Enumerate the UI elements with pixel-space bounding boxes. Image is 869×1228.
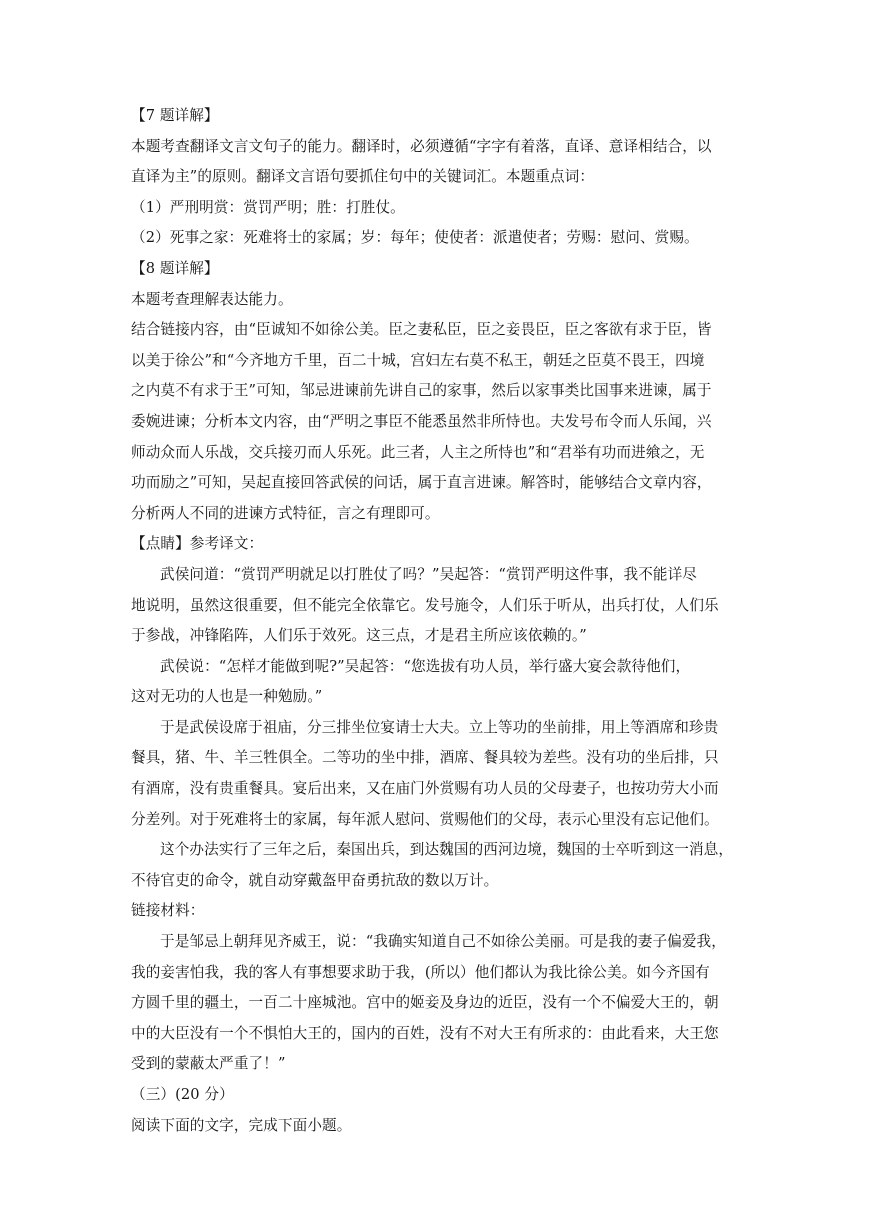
document-page — [131, 101, 741, 1141]
text-line: （2）死事之家：死难将士的家属；岁：每年；使使者：派遣使者；劳赐：慰问、赏赐。 — [131, 229, 699, 247]
text-line: 本题考查翻译文言文句子的能力。翻译时，必须遵循“字字有着落，直译、意译相结合，以 — [131, 137, 712, 155]
text-line: 阅读下面的文字，完成下面小题。 — [131, 1116, 352, 1134]
text-line: 有酒席，没有贵重餐具。宴后出来，又在庙门外赏赐有功人员的父母妻子，也按功劳大小而 — [131, 780, 719, 798]
text-line: 这个办法实行了三年之后，秦国出兵，到达魏国的西河边境，魏国的士卒听到这一消息， — [160, 841, 734, 859]
text-line: 委婉进谏；分析本文内容，由“严明之事臣不能悉虽然非所恃也。夫发号布令而人乐闻，兴 — [131, 412, 712, 430]
text-line: 结合链接内容，由“臣诚知不如徐公美。臣之妻私臣，臣之妾畏臣，臣之客欲有求于臣，皆 — [131, 321, 712, 339]
text-line: （1）严刑明赏：赏罚严明；胜：打胜仗。 — [131, 198, 405, 216]
text-line: 于是邹忌上朝拜见齐威王，说：“我确实知道自己不如徐公美丽。可是我的妻子偏爱我， — [160, 933, 726, 951]
text-line: 于是武侯设席于祖庙，分三排坐位宴请士大夫。立上等功的坐前排，用上等酒席和珍贵 — [160, 718, 719, 736]
text-line: 我的妾害怕我，我的客人有事想要求助于我，(所以）他们都认为我比徐公美。如今齐国有 — [131, 963, 710, 981]
text-line: 之内莫不有求于王”可知，邹忌进谏前先讲自己的家事，然后以家事类比国事来进谏，属于 — [131, 382, 712, 400]
text-line: 功而励之”可知，吴起直接回答武侯的问话，属于直言进谏。解答时，能够结合文章内容， — [131, 474, 712, 492]
text-line: 餐具，猪、牛、羊三牲俱全。二等功的坐中排，酒席、餐具较为差些。没有功的坐后排，只 — [131, 749, 719, 767]
text-line: 中的大臣没有一个不惧怕大王的，国内的百姓，没有不对大王有所求的：由此看来，大王您 — [131, 1024, 719, 1042]
text-line: 方圆千里的疆土，一百二十座城池。宫中的姬妾及身边的近臣，没有一个不偏爱大王的，朝 — [131, 994, 719, 1012]
text-line: 受到的蒙蔽太严重了！” — [131, 1055, 286, 1073]
text-line: 武侯说：“怎样才能做到呢?”吴起答：“您选拔有功人员，举行盛大宴会款待他们， — [160, 657, 691, 675]
text-line: 师动众而人乐战，交兵接刃而人乐死。此三者，人主之所恃也”和“君举有功而进飨之，无 — [131, 443, 705, 461]
text-line: 【8 题详解】 — [131, 259, 219, 277]
text-line: 链接材料： — [131, 902, 205, 920]
text-line: 这对无功的人也是一种勉励。” — [131, 688, 323, 706]
text-line: 分析两人不同的进谏方式特征，言之有理即可。 — [131, 504, 440, 522]
text-line: 本题考查理解表达能力。 — [131, 290, 293, 308]
text-line: 【点睛】参考译文： — [131, 535, 264, 553]
text-line: 地说明，虽然这很重要，但不能完全依靠它。发号施令，人们乐于听从，出兵打仗，人们乐 — [131, 596, 719, 614]
text-line: 武侯问道：“赏罚严明就足以打胜仗了吗？”吴起答：“赏罚严明这件事，我不能详尽 — [160, 565, 697, 583]
text-line: 【7 题详解】 — [131, 107, 219, 124]
text-line: 不待官吏的命令，就自动穿戴盔甲奋勇抗敌的数以万计。 — [131, 871, 499, 889]
text-line: 以美于徐公”和“今齐地方千里，百二十城，宫妇左右莫不私王，朝廷之臣莫不畏王，四境 — [131, 351, 705, 369]
text-line: 分差列。对于死难将士的家属，每年派人慰问、赏赐他们的父母，表示心里没有忘记他们。 — [131, 810, 719, 828]
text-line: 于参战，冲锋陷阵，人们乐于效死。这三点，才是君主所应该依赖的。” — [131, 627, 587, 645]
text-line: 直译为主”的原则。翻译文言语句要抓住句中的关键词汇。本题重点词： — [131, 168, 595, 186]
text-line: （三）(20 分） — [131, 1086, 234, 1103]
